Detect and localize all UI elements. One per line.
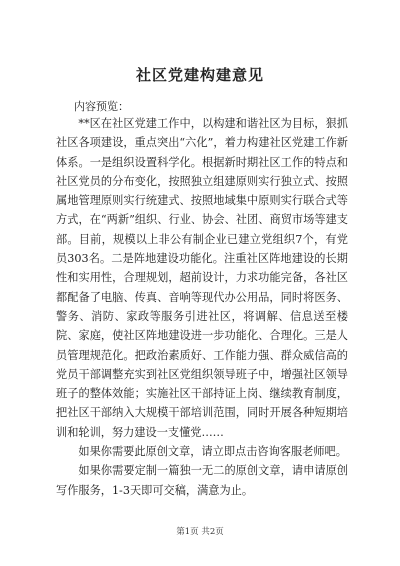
page-footer: 第1页 共2页	[176, 527, 224, 537]
body-paragraph: **区在社区党建工作中，以构建和谐社区为目标，狠抓社区各项建设，重点突出“六化”，着力构建社区党建工作新体系。一是组织设置科学化。根据新时期社区工作的特点和社区党员的分布变化，按照独立组建原则实行独立式、按照属地管理原则实行统建式、按照地域集中原则实行联合式等方式，在“两新”组织、行业、协会、社团、商贸市场等建支部。目前，规模以上非公有制企业已建立党组织7个，有党员303名。二是阵地建设功能化。注重社区阵地建设的长期性和实用性，合理规划，超前设计，力求功能完备，各社区都配备了电脑、传真、音响等现代办公用品，同时将医务、警务、消防、家政等服务引进社区，将调解、信息送至楼院、家庭，使社区阵地建设进一步功能化、合理化。三是人员管理规范化。把政治素质好、工作能力强、群众威信高的党员干部调整充实到社区党组织领导班子中，增强社区领导班子的整体效能；实施社区干部持证上岗、继续教育制度，把社区干部纳入大规模干部培训范围，同时开展各种短期培训和轮训，努力建设一支懂党……	[56, 117, 348, 439]
document-body	[56, 114, 348, 500]
document-title: 社区党建构建意见	[135, 66, 264, 84]
body-paragraph: 如果你需要此原创文章，请立即点击咨询客服老师吧。	[78, 445, 347, 459]
body-paragraph: 如果你需要定制一篇独一无二的原创文章，请申请原创写作服务，1-3天即可交稿，满意为止。	[56, 464, 348, 497]
preview-label: 内容预览：	[74, 100, 129, 113]
